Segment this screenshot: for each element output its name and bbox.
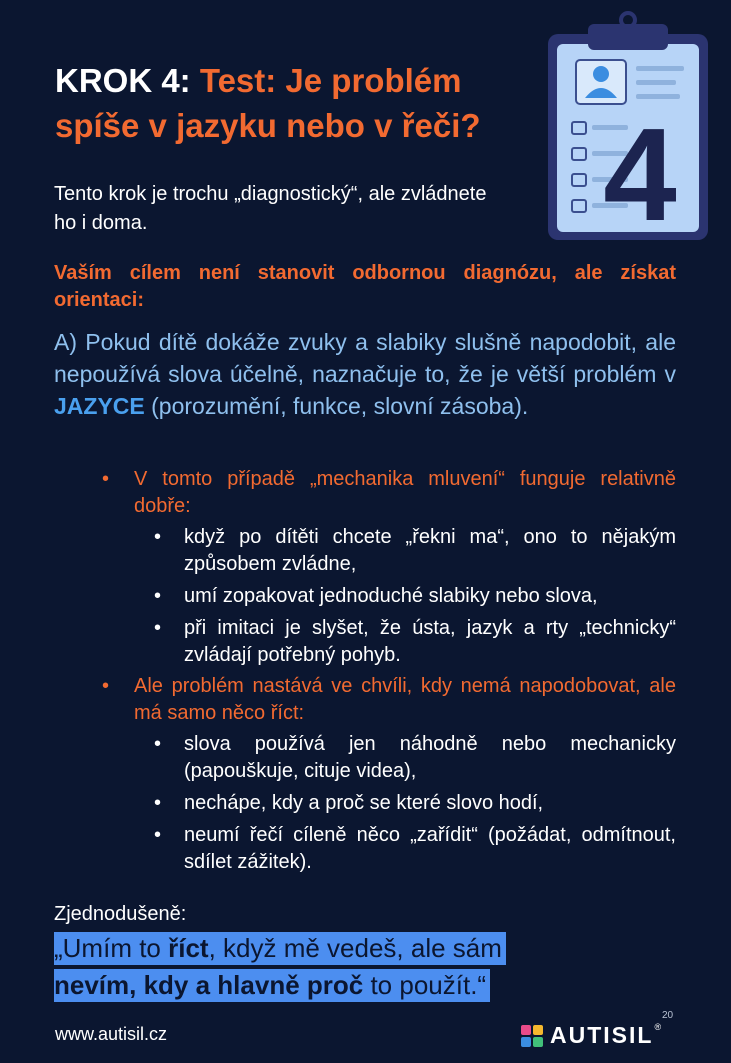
sub-list-item: • slova používá jen náhodně nebo mechanicky (papouškuje, cituje videa), <box>134 731 676 785</box>
intro-text: Tento krok je trochu „diagnostický“, ale zvládnete ho i doma. <box>54 183 487 234</box>
bullet-text: • Ale problém nastává ve chvíli, kdy nemá napodobovat, ale má samo něco říct: <box>134 675 676 724</box>
quote-emphasis: říct <box>168 933 209 963</box>
sub-list-item: • když po dítěti chcete „řekni ma“, ono to nějakým způsobem zvládne, <box>134 524 676 578</box>
quote-text: , když mě vedeš, ale sám <box>208 933 502 963</box>
highlight-quote <box>54 930 506 1004</box>
quote-text: „Umím to <box>54 933 169 963</box>
page-number: 20 <box>662 1010 674 1021</box>
simplified-label: Zjednodušeně: <box>54 903 187 925</box>
registered-mark: ® <box>654 1021 662 1032</box>
quote-text: to použít.“ <box>363 970 487 1000</box>
bullet-list <box>100 466 676 876</box>
sub-list-item: • neumí řečí cíleně něco „zařídit“ (požádat, odmítnout, sdílet zážitek). <box>134 822 676 876</box>
goal-text: Vaším cílem není stanovit odbornou diagnózu, ale získat orientaci: <box>54 262 676 311</box>
step-question: Test: Je problém spíše v jazyku nebo v řeči? <box>55 62 481 144</box>
clipboard-illustration <box>540 8 715 244</box>
sub-list <box>134 524 676 669</box>
quote-line-1 <box>54 932 506 965</box>
section-a-emphasis: JAZYCE <box>54 393 145 419</box>
brand-logo <box>520 1022 661 1049</box>
list-item <box>100 673 676 876</box>
step-number: 4 <box>603 101 677 244</box>
sub-list-item: • při imitaci je slyšet, že ústa, jazyk a rty „technicky“ zvládají potřebný pohyb. <box>134 615 676 669</box>
page-title <box>55 58 525 148</box>
section-a-text-end: (porozumění, funkce, slovní zásoba). <box>144 393 529 419</box>
puzzle-logo-icon <box>520 1024 544 1048</box>
section-a-text: A) Pokud dítě dokáže zvuky a slabiky slušně napodobit, ale nepoužívá slova účelně, naznačuje to, že je větší problém v <box>54 329 676 387</box>
sub-list-item: • nechápe, kdy a proč se které slovo hodí, <box>134 790 676 817</box>
quote-line-2 <box>54 969 490 1002</box>
brand-name: AUTISIL <box>550 1022 654 1048</box>
step-label: KROK 4: <box>55 62 191 99</box>
list-item <box>100 466 676 669</box>
website-link[interactable]: www.autisil.cz <box>55 1024 168 1044</box>
section-a-paragraph <box>54 326 676 422</box>
bullet-text: • V tomto případě „mechanika mluvení“ funguje relativně dobře: <box>134 468 676 517</box>
sub-list <box>134 731 676 876</box>
sub-list-item: • umí zopakovat jednoduché slabiky nebo slova, <box>134 583 676 610</box>
quote-emphasis: nevím, kdy a hlavně proč <box>54 970 364 1000</box>
